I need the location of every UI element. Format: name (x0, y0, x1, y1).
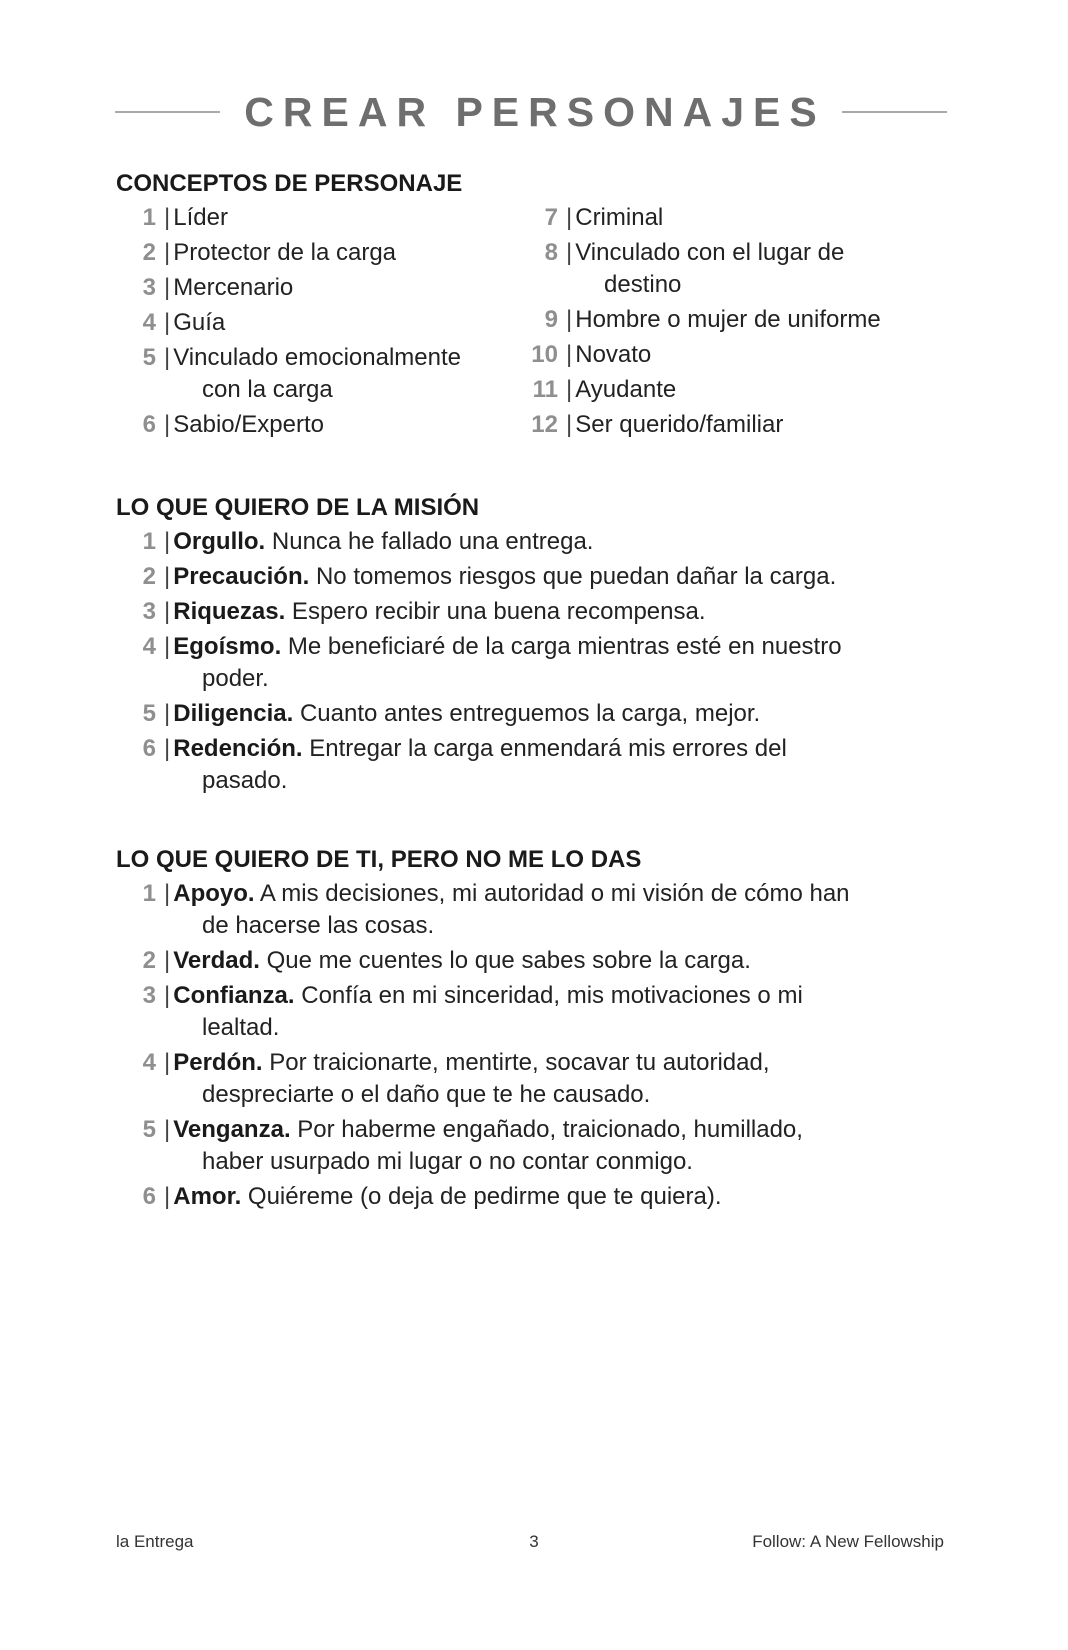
item-separator: | (164, 947, 171, 974)
item-text-continued: pasado. (202, 767, 288, 794)
list-item (116, 202, 526, 234)
list-item (116, 596, 946, 628)
item-body (164, 202, 526, 234)
item-text: No tomemos riesgos que puedan dañar la carga. (309, 563, 837, 590)
item-text: Me beneficiaré de la carga mientras esté en nuestro (281, 633, 842, 660)
item-text: Criminal (575, 204, 664, 231)
item-number: 1 (142, 204, 156, 231)
item-text-continued: con la carga (202, 376, 333, 403)
item-body (566, 374, 946, 406)
list-item (526, 339, 946, 371)
item-separator: | (164, 1116, 171, 1143)
list-item (116, 272, 526, 304)
list-item (116, 409, 526, 441)
concepts-list-right (526, 202, 946, 444)
item-text: Que me cuentes lo que sabes sobre la carga. (259, 947, 751, 974)
item-text: Cuanto antes entreguemos la carga, mejor. (293, 700, 761, 727)
item-number: 6 (142, 1183, 156, 1210)
item-label: Diligencia. (173, 700, 294, 727)
item-text: Novato (575, 341, 652, 368)
item-number: 7 (544, 204, 558, 231)
item-text: Mercenario (173, 274, 294, 301)
item-label: Confianza. (173, 982, 295, 1009)
item-body (164, 1114, 946, 1146)
concepts-list-left (116, 202, 526, 444)
footer-left: la Entrega (116, 1532, 194, 1551)
item-label: Venganza. (173, 1116, 291, 1143)
item-separator: | (164, 1049, 171, 1076)
item-body (566, 304, 946, 336)
item-separator: | (566, 239, 573, 266)
item-text: Líder (173, 204, 228, 231)
item-text: Ayudante (575, 376, 677, 403)
item-text-continued: de hacerse las cosas. (202, 912, 435, 939)
item-text: Sabio/Experto (173, 411, 324, 438)
list-item (116, 307, 526, 339)
item-number: 10 (531, 341, 558, 368)
list-item (526, 374, 946, 406)
item-body (164, 237, 526, 269)
list-item (116, 980, 946, 1044)
item-label: Amor. (173, 1183, 242, 1210)
concepts-columns (116, 202, 946, 444)
list-item (116, 237, 526, 269)
item-label: Egoísmo. (173, 633, 282, 660)
concepts-section (116, 166, 946, 444)
list-item (116, 1181, 946, 1213)
item-text: Ser querido/familiar (575, 411, 784, 438)
item-separator: | (164, 563, 171, 590)
item-text-continued: despreciarte o el daño que te he causado. (202, 1081, 651, 1108)
item-separator: | (164, 598, 171, 625)
title-row (115, 88, 947, 136)
item-separator: | (566, 376, 573, 403)
title-rule-right (842, 111, 947, 113)
item-text: Por haberme engañado, traicionado, humillado, (290, 1116, 803, 1143)
mission-section (116, 490, 946, 800)
item-body (164, 980, 946, 1012)
item-separator: | (164, 982, 171, 1009)
item-text: Vinculado con el lugar de (575, 239, 845, 266)
item-separator: | (164, 1183, 171, 1210)
item-number: 5 (142, 344, 156, 371)
footer-right: Follow: A New Fellowship (752, 1532, 944, 1551)
item-body (164, 1181, 946, 1213)
item-text-continued: destino (604, 271, 682, 298)
item-body (164, 526, 946, 558)
item-body (164, 733, 946, 765)
item-text: Hombre o mujer de uniforme (575, 306, 881, 333)
list-item (116, 945, 946, 977)
item-number: 3 (142, 982, 156, 1009)
item-body (566, 237, 946, 269)
page-number: 3 (529, 1532, 539, 1551)
list-item (526, 202, 946, 234)
item-number: 1 (142, 880, 156, 907)
item-text-continued: poder. (202, 665, 269, 692)
item-body (164, 272, 526, 304)
item-text: Entregar la carga enmendará mis errores del (302, 735, 787, 762)
item-label: Riquezas. (173, 598, 286, 625)
item-text-continued: haber usurpado mi lugar o no contar conmigo. (202, 1148, 693, 1175)
item-separator: | (164, 274, 171, 301)
item-separator: | (164, 880, 171, 907)
item-body (164, 307, 526, 339)
item-separator: | (164, 239, 171, 266)
item-body (566, 339, 946, 371)
item-text: A mis decisiones, mi autoridad o mi visión de cómo han (254, 880, 850, 907)
item-separator: | (164, 700, 171, 727)
list-item (116, 878, 946, 942)
item-separator: | (164, 204, 171, 231)
item-text-continued: lealtad. (202, 1014, 280, 1041)
item-label: Redención. (173, 735, 303, 762)
item-body (164, 561, 946, 593)
item-number: 8 (544, 239, 558, 266)
list-item (526, 304, 946, 336)
item-separator: | (566, 411, 573, 438)
list-item (116, 561, 946, 593)
item-number: 2 (142, 563, 156, 590)
list-item (116, 526, 946, 558)
item-body (164, 878, 946, 910)
list-item (116, 342, 526, 406)
item-number: 5 (142, 700, 156, 727)
item-body (164, 631, 946, 663)
item-separator: | (566, 204, 573, 231)
list-item (116, 1047, 946, 1111)
list-item (526, 409, 946, 441)
item-separator: | (566, 341, 573, 368)
item-text: Espero recibir una buena recompensa. (285, 598, 706, 625)
item-body (566, 202, 946, 234)
item-text: Por traicionarte, mentirte, socavar tu autoridad, (262, 1049, 770, 1076)
item-text: Guía (173, 309, 226, 336)
title-rule-left (115, 111, 220, 113)
item-label: Verdad. (173, 947, 260, 974)
item-label: Apoyo. (173, 880, 255, 907)
item-number: 4 (142, 309, 156, 336)
item-number: 11 (532, 376, 558, 403)
list-item (526, 237, 946, 301)
item-body (164, 698, 946, 730)
item-number: 2 (142, 947, 156, 974)
item-text: Quiéreme (o deja de pedirme que te quiera). (241, 1183, 722, 1210)
item-body (164, 409, 526, 441)
item-number: 2 (142, 239, 156, 266)
item-separator: | (164, 411, 171, 438)
concepts-heading: CONCEPTOS DE PERSONAJE (116, 170, 463, 197)
item-separator: | (164, 528, 171, 555)
list-item (116, 631, 946, 695)
list-item (116, 698, 946, 730)
item-number: 3 (142, 274, 156, 301)
wants-section (116, 842, 946, 1216)
item-text: Protector de la carga (173, 239, 397, 266)
item-number: 5 (142, 1116, 156, 1143)
item-number: 6 (142, 735, 156, 762)
item-separator: | (164, 633, 171, 660)
item-number: 4 (142, 633, 156, 660)
page-title: CREAR PERSONAJES (244, 89, 826, 135)
item-body (566, 409, 946, 441)
item-number: 6 (142, 411, 156, 438)
item-separator: | (164, 735, 171, 762)
item-body (164, 1047, 946, 1079)
wants-list (116, 878, 946, 1213)
item-label: Precaución. (173, 563, 310, 590)
item-text: Confía en mi sinceridad, mis motivaciones o mi (294, 982, 803, 1009)
item-number: 4 (142, 1049, 156, 1076)
item-label: Perdón. (173, 1049, 263, 1076)
item-number: 3 (142, 598, 156, 625)
item-body (164, 596, 946, 628)
list-item (116, 1114, 946, 1178)
item-separator: | (566, 306, 573, 333)
item-number: 12 (531, 411, 558, 438)
mission-heading: LO QUE QUIERO DE LA MISIÓN (116, 494, 480, 521)
item-number: 9 (544, 306, 558, 333)
wants-heading: LO QUE QUIERO DE TI, PERO NO ME LO DAS (116, 846, 642, 873)
item-text: Vinculado emocionalmente (173, 344, 461, 371)
item-text: Nunca he fallado una entrega. (265, 528, 594, 555)
list-item (116, 733, 946, 797)
item-number: 1 (142, 528, 156, 555)
item-body (164, 945, 946, 977)
item-label: Orgullo. (173, 528, 266, 555)
item-separator: | (164, 309, 171, 336)
mission-list (116, 526, 946, 797)
item-separator: | (164, 344, 171, 371)
item-body (164, 342, 526, 374)
